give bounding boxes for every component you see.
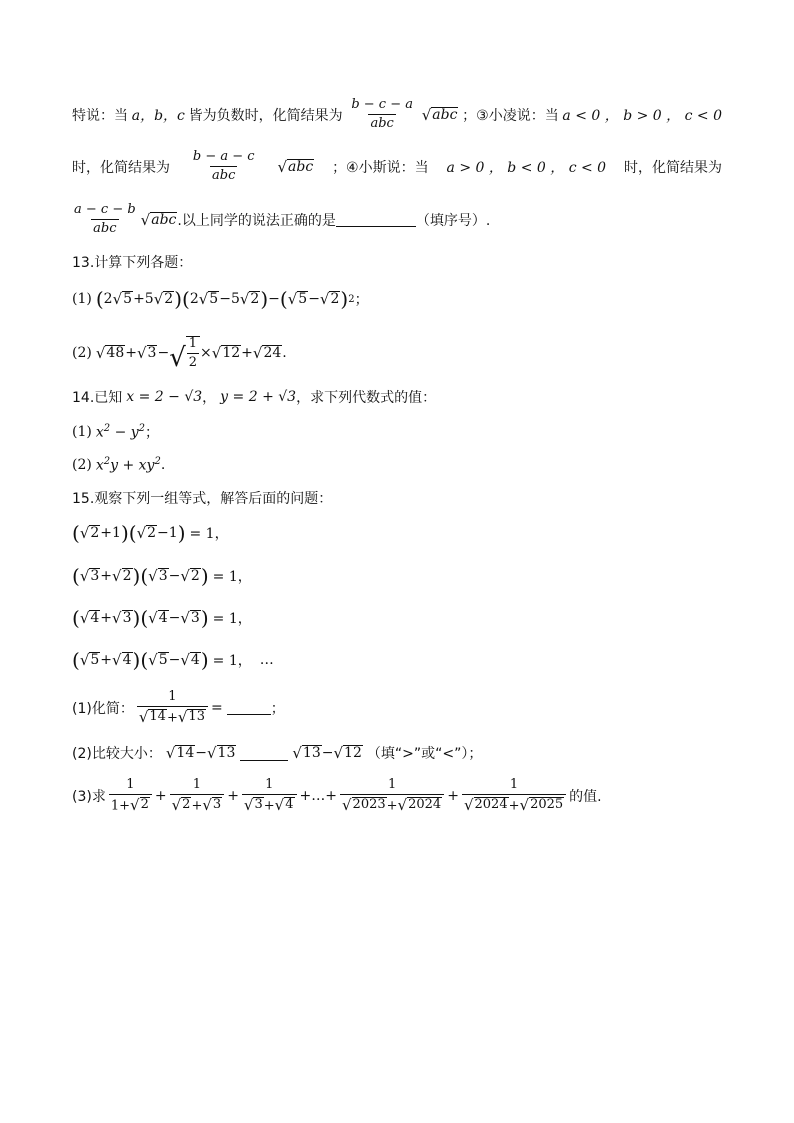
part-label: (2) <box>72 345 92 362</box>
fraction: 1 √ 2024 + √ 2025 <box>462 778 566 814</box>
q15-part-2: (2)比较大小： √ 14 − √ 13 √ 13 − √ 12 （填“>”或“<”）； <box>72 744 483 763</box>
q12-line-1 <box>72 98 722 132</box>
q15-title <box>72 488 722 508</box>
answer-blank[interactable] <box>336 212 416 227</box>
q15-equation-2: ( √ 3 + √ 2 ) ( √ 3 − √ 2 ) = 1， <box>72 564 252 588</box>
part-label: (1) <box>72 291 92 307</box>
fraction: 1 √ 2 + √ 3 <box>170 778 225 814</box>
sqrt-expression: √ abc <box>277 157 314 176</box>
q12-text: ；④小斯说：当 <box>332 159 429 176</box>
part-label: (1)化简： <box>72 700 134 717</box>
q15-equation-4: ( √ 5 + √ 4 ) ( √ 5 − √ 4 ) = 1， … <box>72 648 274 672</box>
condition: a < 0 ， b > 0 ， c < 0 <box>562 107 722 124</box>
q12-text: ；③小凌说：当 <box>462 107 559 124</box>
answer-blank[interactable] <box>240 746 288 761</box>
q15-part-3: (3)求 1 1+ √ 2 + 1 √ 2 + √ 3 + 1 √ 3 + √ 4 +…+ 1 √ 2023 + √ 2024 + 1 √ 2024 + √ 2025 的值. <box>72 777 602 814</box>
fraction: 1 √ 3 + √ 4 <box>242 778 297 814</box>
x-value: x = 2 − √3 <box>126 389 203 405</box>
q12-line-2 <box>72 150 722 184</box>
q12-text: （填序号）. <box>415 212 491 229</box>
q12-text: 时，化简结果为 <box>72 159 170 176</box>
part-label: (3)求 <box>72 788 106 805</box>
sqrt-expression: √ abc <box>421 105 458 124</box>
part-label: (2)比较大小： <box>72 746 162 762</box>
fraction: 1 √ 14 + √ 13 <box>137 690 208 726</box>
fraction: $\frac{b - c - a}{\text{abc}}$ <box>351 97 413 132</box>
q15-equation-1: ( √ 2 +1 ) ( √ 2 −1 ) = 1， <box>72 521 229 545</box>
q15-equation-3: ( √ 4 + √ 3 ) ( √ 4 − √ 3 ) = 1， <box>72 606 252 630</box>
part-label: (2) <box>72 456 92 473</box>
answer-blank[interactable] <box>227 700 271 715</box>
fraction: 1 1+ √ 2 <box>109 778 152 814</box>
q14-part-2: (2) $x^2y + xy^2$ . <box>72 456 166 474</box>
separator: ， <box>202 390 217 406</box>
ellipsis: … <box>259 652 274 668</box>
q14-part-1: (1) $x^2 - y^2$ ； <box>72 423 160 441</box>
fraction: 1 √ 2023 + √ 2024 <box>340 778 444 814</box>
q13-part-2: (2) √ 48 + √ 3 − √ $\frac{1}{2}$ × √ 12 + √ 24 . <box>72 336 287 373</box>
sqrt-expression: √ abc <box>140 210 177 229</box>
condition: a > 0 ， b < 0 ， c < 0 <box>446 159 607 176</box>
question-title: 15.观察下列一组等式，解答后面的问题： <box>72 491 333 507</box>
q15-part-1: (1)化简： 1 √ 14 + √ 13 = ； <box>72 689 285 726</box>
q14-title <box>72 387 722 407</box>
fraction: $\frac{a - c - b}{\text{abc}}$ <box>74 202 136 237</box>
q12-vars: a，b，c <box>131 107 185 124</box>
question-title: 14.已知 <box>72 390 123 406</box>
q12-line-3 <box>72 203 722 237</box>
question-title-tail: ，求下列代数式的值： <box>296 390 437 406</box>
q12-text: 时，化简结果为 <box>623 159 722 176</box>
q13-title <box>72 252 722 272</box>
question-title: 13.计算下列各题： <box>72 255 193 271</box>
part-label: (1) <box>72 424 92 440</box>
fraction: $\frac{b - a - c}{\text{abc}}$ <box>192 149 255 184</box>
y-value: y = 2 + √3 <box>220 389 297 405</box>
q12-text: 皆为负数时，化简结果为 <box>188 107 343 124</box>
q12-text: .以上同学的说法正确的是 <box>177 212 336 229</box>
q12-text: 特说：当 <box>72 107 128 124</box>
q13-part-1: (1) ( 2 √ 5 +5 √ 2 ) ( 2 √ 5 −5 √ 2 ) − ( √ 5 − √ 2 ) 2 ； <box>72 287 369 311</box>
